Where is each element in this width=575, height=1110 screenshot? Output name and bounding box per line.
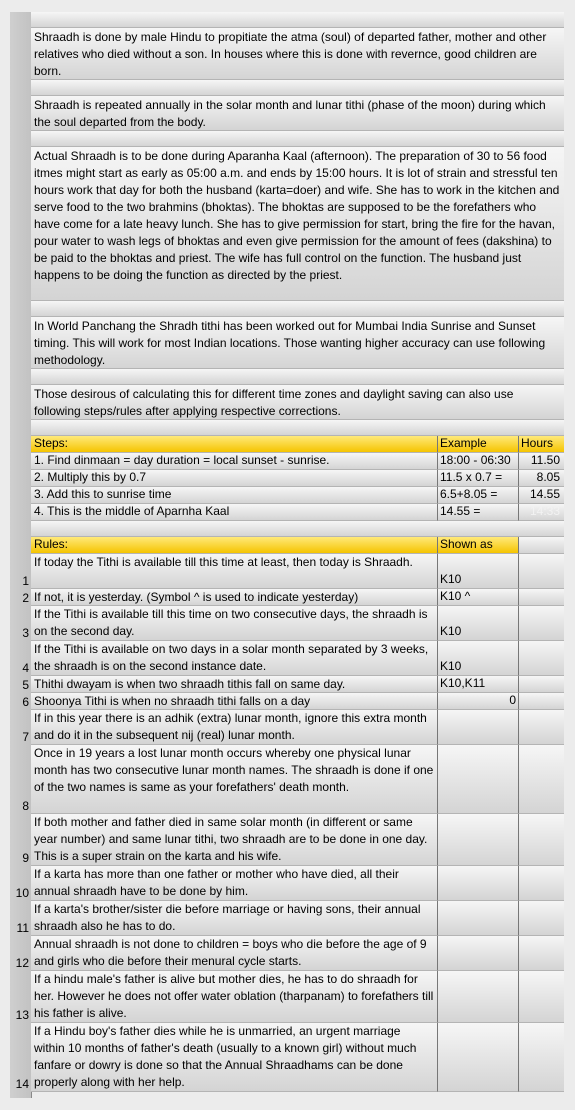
rule-shown[interactable]: 0 — [438, 693, 519, 710]
rules-header-row[interactable] — [10, 537, 564, 554]
rule-text[interactable]: If today the Tithi is available till this time at least, then today is Shraadh. — [31, 554, 438, 589]
rule-shown[interactable]: K10 — [438, 554, 519, 589]
step-row[interactable] — [10, 470, 564, 487]
rule-shown[interactable] — [438, 1023, 519, 1092]
rule-shown[interactable] — [438, 710, 519, 745]
rule-shown[interactable] — [438, 866, 519, 901]
paragraph-row[interactable] — [10, 28, 564, 80]
rule-text[interactable]: If in this year there is an adhik (extra) lunar month, ignore this extra month and do it in the subsequent nij (real) lunar month. — [31, 710, 438, 745]
rule-number: 7 — [22, 730, 29, 744]
rule-number: 1 — [22, 574, 29, 588]
rule-number: 8 — [22, 799, 29, 813]
rule-row[interactable] — [10, 1023, 564, 1092]
steps-header-row[interactable] — [10, 436, 564, 453]
paragraph-cell[interactable]: In World Panchang the Shradh tithi has been worked out for Mumbai India Sunrise and Sunset timing. This will work for most Indian locations. Those wanting higher accuracy can use following methodology. — [31, 317, 564, 369]
rule-shown[interactable]: K10 ^ — [438, 589, 519, 606]
rule-row[interactable] — [10, 589, 564, 606]
steps-header-hours[interactable]: Hours — [519, 436, 564, 453]
step-example[interactable]: 14.55 = — [438, 504, 519, 521]
step-hours[interactable]: 11.50 — [519, 453, 564, 470]
rule-row[interactable] — [10, 901, 564, 936]
rule-text[interactable]: If a karta has more than one father or mother who have died, all their annual shraadh have to be done by him. — [31, 866, 438, 901]
step-text[interactable]: 2. Multiply this by 0.7 — [31, 470, 438, 487]
spacer-row — [10, 369, 564, 385]
spacer-row — [10, 12, 564, 28]
rule-row[interactable] — [10, 641, 564, 676]
rule-number: 11 — [16, 921, 29, 935]
paragraph-cell[interactable]: Shraadh is repeated annually in the solar month and lunar tithi (phase of the moon) during which the soul departed from the body. — [31, 96, 564, 131]
rule-shown[interactable]: K10 — [438, 641, 519, 676]
steps-header-example[interactable]: Example — [438, 436, 519, 453]
rule-text[interactable]: Annual shraadh is not done to children = boys who die before the age of 9 and girls who die before their menural cycle starts. — [31, 936, 438, 971]
spacer-row — [10, 420, 564, 436]
rule-row[interactable] — [10, 971, 564, 1023]
rule-shown[interactable] — [438, 971, 519, 1023]
rule-shown[interactable]: K10,K11 — [438, 676, 519, 693]
spacer-row — [10, 301, 564, 317]
rule-shown[interactable]: K10 — [438, 606, 519, 641]
step-example[interactable]: 11.5 x 0.7 = — [438, 470, 519, 487]
rule-number: 14 — [15, 1077, 29, 1091]
rule-shown[interactable] — [438, 936, 519, 971]
rule-text[interactable]: If the Tithi is available on two days in a solar month separated by 3 weeks, the shraadh is on the second instance date. — [31, 641, 438, 676]
paragraph-cell[interactable]: Actual Shraadh is to be done during Aparanha Kaal (afternoon). The preparation of 30 to 56 food itmes might start as early as 05:00 a.m. and ends by 15:00 hours. It is lot of strain and stressful ten hours work that day for both the husband (karta=doer) and wife. She has to work in the kitchen and serve food to the two brahmins (bhoktas). The bhoktas are supposed to be the forefathers who have come for a late heavy lunch. She has to give permission for start, bring the fire for the havan, pour water to wash legs of bhoktas and even give permission for the amount of fees (dakshina) to be paid to the bhoktas and priest. The wife has full control on the function. The husband just happens to be doing the function as directed by the priest. — [31, 147, 564, 301]
step-text[interactable]: 1. Find dinmaan = day duration = local sunset - sunrise. — [31, 453, 438, 470]
paragraph-row[interactable] — [10, 385, 564, 420]
rule-text[interactable]: Thithi dwayam is when two shraadh tithis fall on same day. — [31, 676, 438, 693]
rule-number: 6 — [22, 695, 29, 709]
rule-row[interactable] — [10, 554, 564, 589]
rule-text[interactable]: If a Hindu boy's father dies while he is unmarried, an urgent marriage within 10 months of father's death (usually to a known girl) without much fanfare or dowry is done so that the Annual Shraadhams can be done properly along with her help. — [31, 1023, 438, 1092]
rule-shown[interactable] — [438, 814, 519, 866]
step-text[interactable]: 3. Add this to sunrise time — [31, 487, 438, 504]
rule-row[interactable] — [10, 936, 564, 971]
step-example[interactable]: 18:00 - 06:30 — [438, 453, 519, 470]
paragraph-row[interactable] — [10, 317, 564, 369]
step-hours-result[interactable]: 14:33 — [519, 504, 564, 521]
paragraph-row[interactable] — [10, 96, 564, 131]
steps-header-label[interactable]: Steps: — [31, 436, 438, 453]
rule-text[interactable]: Shoonya Tithi is when no shraadh tithi falls on a day — [31, 693, 438, 710]
rule-text[interactable]: If the Tithi is available till this time on two consecutive days, the shraadh is on the second day. — [31, 606, 438, 641]
paragraph-row[interactable] — [10, 147, 564, 301]
step-example[interactable]: 6.5+8.05 = — [438, 487, 519, 504]
step-row[interactable] — [10, 487, 564, 504]
rules-header-label[interactable]: Rules: — [31, 537, 438, 554]
spacer-row — [10, 80, 564, 96]
rule-row[interactable] — [10, 676, 564, 693]
rule-text[interactable]: If not, it is yesterday. (Symbol ^ is used to indicate yesterday) — [31, 589, 438, 606]
step-row[interactable] — [10, 453, 564, 470]
paragraph-cell[interactable]: Shraadh is done by male Hindu to propitiate the atma (soul) of departed father, mother and other relatives who died without a son. In houses where this is done with revernce, good children are born. — [31, 28, 564, 80]
rule-number: 10 — [15, 886, 29, 900]
rule-number: 12 — [15, 956, 29, 970]
paragraph-cell[interactable]: Those desirous of calculating this for different time zones and daylight saving can also use following steps/rules after applying respective corrections. — [31, 385, 564, 420]
step-hours[interactable]: 8.05 — [519, 470, 564, 487]
spacer-row — [10, 131, 564, 147]
rule-number: 3 — [22, 626, 29, 640]
step-text[interactable]: 4. This is the middle of Aparnha Kaal — [31, 504, 438, 521]
rule-number: 9 — [22, 851, 29, 865]
rule-shown[interactable] — [438, 745, 519, 814]
rule-row[interactable] — [10, 710, 564, 745]
rule-text[interactable]: Once in 19 years a lost lunar month occurs whereby one physical lunar month has two consecutive lunar month names. The shraadh is done if one of the two names is same as your forefathers' death month. — [31, 745, 438, 814]
step-row[interactable] — [10, 504, 564, 521]
rule-row[interactable] — [10, 606, 564, 641]
rule-text[interactable]: If both mother and father died in same solar month (in different or same year number) and same lunar tithi, two shraadh are to be done in one day. This is a super strain on the karta and his wife. — [31, 814, 438, 866]
rule-number: 13 — [15, 1008, 29, 1022]
rule-row[interactable] — [10, 745, 564, 814]
rule-row[interactable] — [10, 693, 564, 710]
rule-row[interactable] — [10, 866, 564, 901]
rules-header-shown[interactable]: Shown as — [438, 537, 519, 554]
step-hours[interactable]: 14.55 — [519, 487, 564, 504]
rule-number: 2 — [22, 591, 29, 605]
spacer-row — [10, 521, 564, 537]
rule-text[interactable]: If a karta's brother/sister die before marriage or having sons, their annual shraadh also he has to do. — [31, 901, 438, 936]
rule-number: 5 — [22, 678, 29, 692]
rule-shown[interactable] — [438, 901, 519, 936]
rule-row[interactable] — [10, 814, 564, 866]
rule-number: 4 — [22, 661, 29, 675]
rule-text[interactable]: If a hindu male's father is alive but mother dies, he has to do shraadh for her. However he does not offer water oblation (tharpanam) to forefathers till his father is alive. — [31, 971, 438, 1023]
spreadsheet — [10, 12, 564, 1092]
